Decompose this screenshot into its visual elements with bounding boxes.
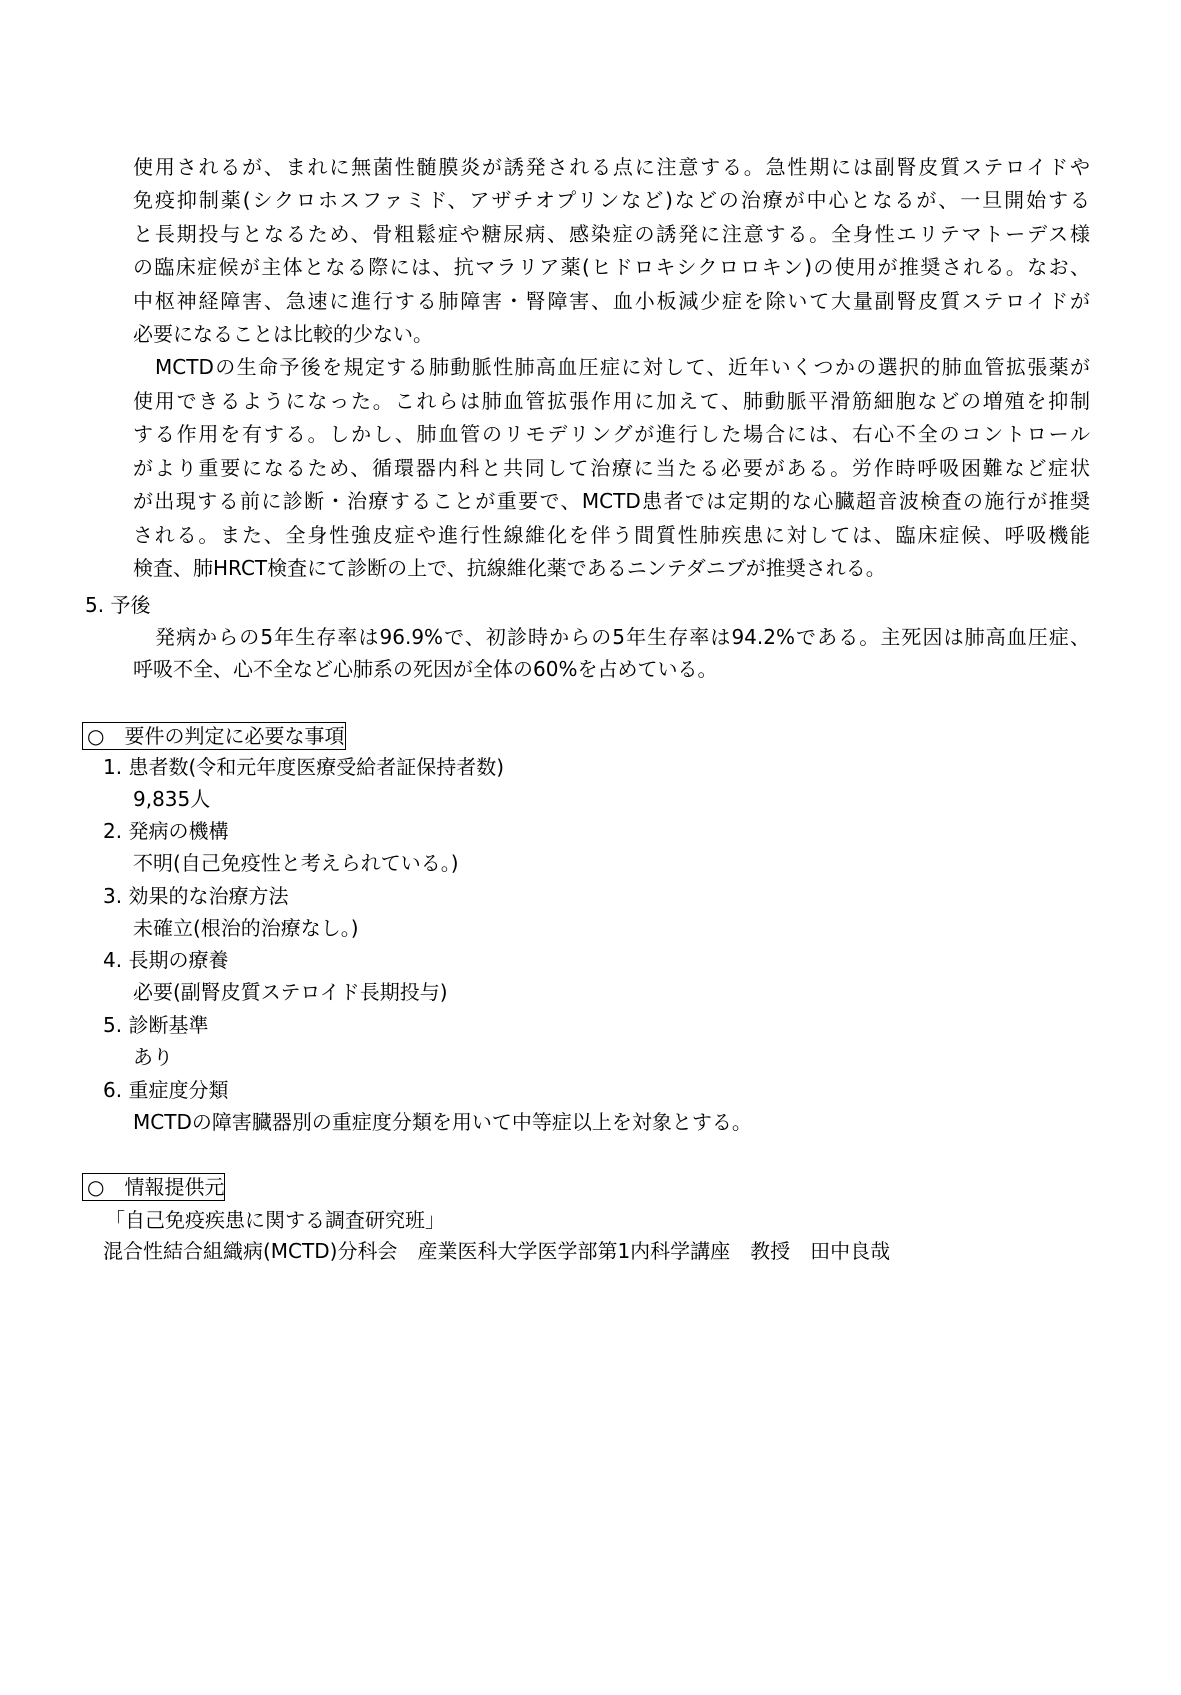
- list-item-label: 3. 効果的な治療方法: [103, 884, 289, 908]
- text-line: 使用できるようになった。これらは肺血管拡張作用に加えて、肺動脈平滑筋細胞などの増殖を抑制: [133, 389, 1090, 413]
- text-line: される。また、全身性強皮症や進行性線維化を伴う間質性肺疾患に対しては、臨床症候、呼吸機能: [133, 523, 1090, 547]
- section-box-requirements: ○ 要件の判定に必要な事項: [82, 722, 346, 750]
- list-item-value: MCTDの障害臓器別の重症度分類を用いて中等症以上を対象とする。: [133, 1110, 752, 1134]
- section-box-source: ○ 情報提供元: [82, 1173, 225, 1201]
- text-line: がより重要になるため、循環器内科と共同して治療に当たる必要がある。労作時呼吸困難など症状: [133, 456, 1090, 480]
- list-item-value: 未確立(根治的治療なし。): [133, 916, 359, 940]
- text-line: 呼吸不全、心不全など心肺系の死因が全体の60%を占めている。: [133, 657, 718, 681]
- source-detail: 混合性結合組織病(MCTD)分科会 産業医科大学医学部第1内科学講座 教授 田中良哉: [103, 1239, 891, 1263]
- source-group: 「自己免疫疾患に関する調査研究班」: [105, 1208, 445, 1232]
- section-heading-prognosis: 5. 予後: [85, 593, 151, 617]
- list-item-value: あり: [133, 1045, 173, 1069]
- text-line: の臨床症候が主体となる際には、抗マラリア薬(ヒドロキシクロロキン)の使用が推奨される。なお、: [133, 255, 1090, 279]
- text-line: する作用を有する。しかし、肺血管のリモデリングが進行した場合には、右心不全のコントロール: [133, 422, 1090, 446]
- text-line: が出現する前に診断・治療することが重要で、MCTD患者では定期的な心臓超音波検査の施行が推奨: [133, 489, 1090, 513]
- list-item-label: 6. 重症度分類: [103, 1078, 229, 1102]
- text-line: と長期投与となるため、骨粗鬆症や糖尿病、感染症の誘発に注意する。全身性エリテマトーデス様: [133, 222, 1090, 246]
- text-line: 中枢神経障害、急速に進行する肺障害・腎障害、血小板減少症を除いて大量副腎皮質ステロイドが: [133, 289, 1090, 313]
- text-line: MCTDの生命予後を規定する肺動脈性肺高血圧症に対して、近年いくつかの選択的肺血管拡張薬が: [155, 355, 1090, 379]
- list-item-label: 2. 発病の機構: [103, 819, 229, 843]
- list-item-value: 不明(自己免疫性と考えられている。): [133, 851, 459, 875]
- list-item-label: 4. 長期の療養: [103, 948, 229, 972]
- text-line: 検査、肺HRCT検査にて診断の上で、抗線維化薬であるニンテダニブが推奨される。: [133, 556, 886, 580]
- text-line: 発病からの5年生存率は96.9%で、初診時からの5年生存率は94.2%である。主死因は肺高血圧症、: [155, 625, 1090, 649]
- text-line: 免疫抑制薬(シクロホスファミド、アザチオプリンなど)などの治療が中心となるが、一旦開始する: [133, 188, 1090, 212]
- text-line: 必要になることは比較的少ない。: [133, 322, 433, 346]
- list-item-label: 1. 患者数(令和元年度医療受給者証保持者数): [103, 755, 505, 779]
- text-line: 使用されるが、まれに無菌性髄膜炎が誘発される点に注意する。急性期には副腎皮質ステロイドや: [133, 155, 1090, 179]
- list-item-label: 5. 診断基準: [103, 1013, 209, 1037]
- list-item-value: 必要(副腎皮質ステロイド長期投与): [133, 980, 448, 1004]
- list-item-value: 9,835人: [133, 787, 211, 811]
